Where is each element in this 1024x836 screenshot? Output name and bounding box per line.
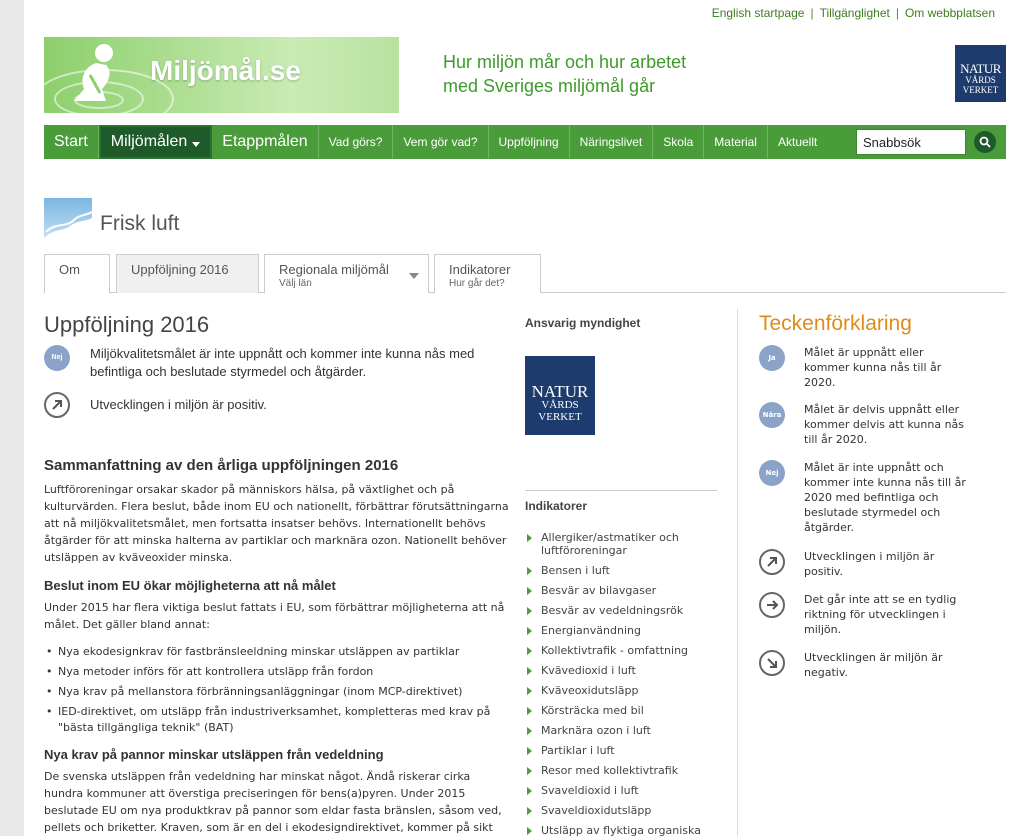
status-badge: Nej: [44, 345, 70, 371]
legend-panel: [737, 309, 1005, 836]
legend-item: Nära Målet är delvis uppnått eller kommer delvis att kunna nås till år 2020.: [759, 402, 969, 447]
summary-text: Luftföroreningar orsakar skador på människors hälsa, på växtlighet och på kulturvärden. Flera beslut, både inom EU och nationellt, förbättrar förutsättningarna att nå miljökvalitetsmålet, men fortsatta insatser behövs. Internationellt behövs åtgärder för att minska halterna av partiklar och marknära ozon. Nationellt behöver utsläppen av kväveoxider minska.: [44, 483, 509, 564]
accessibility-link[interactable]: Tillgänglighet: [819, 6, 890, 20]
english-startpage-link[interactable]: English startpage: [711, 6, 805, 20]
section-heading: Uppföljning 2016: [44, 312, 210, 337]
indicator-link[interactable]: Körsträcka med bil: [527, 704, 717, 717]
list-item: • Nya ekodesignkrav för fastbränsleeldning minskar utsläppen av partiklar: [44, 644, 509, 660]
eu-bullet-list: [44, 644, 509, 740]
arrow-down-right-icon: [759, 650, 785, 676]
eu-text: Under 2015 har flera viktiga beslut fattats i EU, som förbättrar möjligheterna att nå målet. Det gäller bland annat:: [44, 601, 505, 631]
legend-item: Utvecklingen i miljön är positiv.: [759, 549, 969, 579]
eu-heading: Beslut inom EU ökar möjligheterna att nå målet: [44, 578, 336, 593]
logo-text: Miljömål.se: [150, 55, 301, 86]
list-item: • Nya metoder införs för att kontrollera utsläpp från fordon: [44, 664, 509, 680]
legend-item: Utvecklingen är miljön är negativ.: [759, 650, 969, 680]
nav-aktuellt[interactable]: Aktuellt: [777, 135, 818, 149]
summary-heading: Sammanfattning av den årliga uppföljningen 2016: [44, 457, 399, 474]
naturvardsverket-logo[interactable]: NATUR VÅRDS VERKET: [955, 45, 1006, 102]
tab-indikatorer[interactable]: Indikatorer Hur går det?: [434, 254, 541, 293]
about-site-link[interactable]: Om webbplatsen: [904, 6, 995, 20]
site-logo[interactable]: [44, 37, 399, 113]
site-tagline: Hur miljön mår och hur arbetet med Sveriges miljömål går: [443, 52, 687, 96]
indicator-link[interactable]: Marknära ozon i luft: [527, 724, 717, 737]
arrow-right-icon: [759, 592, 785, 618]
fresh-air-icon: [44, 198, 92, 246]
nav-vad-gors[interactable]: Vad görs?: [319, 125, 394, 159]
child-figure-icon: [60, 41, 140, 109]
chevron-down-icon: [192, 142, 200, 147]
list-item: • IED-direktivet, om utsläpp från industriverksamhet, kompletteras med krav på "bästa tillgängliga teknik" (BAT): [44, 704, 509, 736]
nav-vem-gor-vad[interactable]: Vem gör vad?: [393, 125, 488, 159]
indicator-link[interactable]: Resor med kollektivtrafik: [527, 764, 717, 777]
search-button[interactable]: [974, 131, 996, 153]
legend-title: Teckenförklaring: [759, 312, 912, 335]
legend-item: Ja Målet är uppnått eller kommer kunna nås till år 2020.: [759, 345, 969, 390]
goal-status: [44, 345, 494, 381]
tab-om[interactable]: Om: [44, 254, 110, 293]
indicator-list: [527, 531, 717, 836]
authority-label: Ansvarig myndighet: [525, 316, 641, 330]
page: [24, 0, 1024, 836]
arrow-up-right-icon: [759, 549, 785, 575]
tab-regionala-miljomal[interactable]: Regionala miljömål Välj län: [264, 254, 429, 293]
boiler-text: De svenska utsläppen från vedeldning har minskat något. Ändå riskerar cirka hundra kommuner att överstiga preciseringen för bens(a)pyren. Under 2015 beslutade EU om nya produktkrav på pannor som eldar fasta bränslen, såsom ved, pellets och briketter. Kraven, som är en del i ekodesigndirektivet, kommer på sikt: [44, 770, 502, 834]
indicator-link[interactable]: Kvävedioxid i luft: [527, 664, 717, 677]
status-badge: Nära: [759, 402, 785, 428]
chevron-down-icon: [409, 273, 419, 279]
search-icon: [979, 136, 991, 148]
indicator-link[interactable]: Utsläpp av flyktiga organiska: [527, 824, 717, 836]
nav-miljomalen[interactable]: Miljömålen: [99, 125, 212, 159]
tab-bar: [44, 254, 1006, 293]
indicator-link[interactable]: Energianvändning: [527, 624, 717, 637]
trend-text: Utvecklingen i miljön är positiv.: [90, 397, 267, 412]
status-badge: Ja: [759, 345, 785, 371]
naturvardsverket-logo-large[interactable]: NATUR VÅRDS VERKET: [525, 356, 595, 435]
status-badge: Nej: [759, 460, 785, 486]
list-item: • Nya krav på mellanstora förbränningsanläggningar (inom MCP-direktivet): [44, 684, 509, 700]
nav-naringslivet[interactable]: Näringslivet: [570, 125, 654, 159]
indicator-link[interactable]: Besvär av vedeldningsrök: [527, 604, 717, 617]
top-links: English startpage | Tillgänglighet | Om webbplatsen: [711, 6, 995, 20]
status-text: Miljökvalitetsmålet är inte uppnått och kommer inte kunna nås med befintliga och beslutade styrmedel och åtgärder.: [90, 346, 475, 379]
nav-skola[interactable]: Skola: [653, 125, 704, 159]
indicator-link[interactable]: Svaveldioxidutsläpp: [527, 804, 717, 817]
arrow-up-right-icon: [44, 392, 70, 418]
nav-etappmalen[interactable]: Etappmålen: [212, 125, 318, 159]
search-input[interactable]: [856, 129, 966, 155]
indicator-link[interactable]: Bensen i luft: [527, 564, 717, 577]
indicator-link[interactable]: Svaveldioxid i luft: [527, 784, 717, 797]
indicator-link[interactable]: Besvär av bilavgaser: [527, 584, 717, 597]
boiler-heading: Nya krav på pannor minskar utsläppen från vedeldning: [44, 747, 384, 762]
page-title: Frisk luft: [100, 212, 180, 235]
indicator-link[interactable]: Kollektivtrafik - omfattning: [527, 644, 717, 657]
legend-item: Nej Målet är inte uppnått och kommer inte kunna nås till år 2020 med befintliga och beslutade styrmedel och åtgärder.: [759, 460, 969, 535]
indicator-link[interactable]: Allergiker/astmatiker och luftföroreningar: [527, 531, 717, 557]
trend-status: [44, 392, 494, 418]
tab-uppfoljning-2016[interactable]: Uppföljning 2016: [116, 254, 259, 293]
nav-start[interactable]: Start: [44, 125, 99, 159]
authority-section: [525, 316, 717, 330]
nav-material[interactable]: Material: [704, 125, 768, 159]
indicator-link[interactable]: Partiklar i luft: [527, 744, 717, 757]
legend-item: Det går inte att se en tydlig riktning för utvecklingen i miljön.: [759, 592, 969, 637]
indicator-link[interactable]: Kväveoxidutsläpp: [527, 684, 717, 697]
main-navigation: [44, 125, 1006, 159]
nav-uppfoljning[interactable]: Uppföljning: [489, 125, 570, 159]
indicators-heading: Indikatorer: [525, 490, 717, 513]
